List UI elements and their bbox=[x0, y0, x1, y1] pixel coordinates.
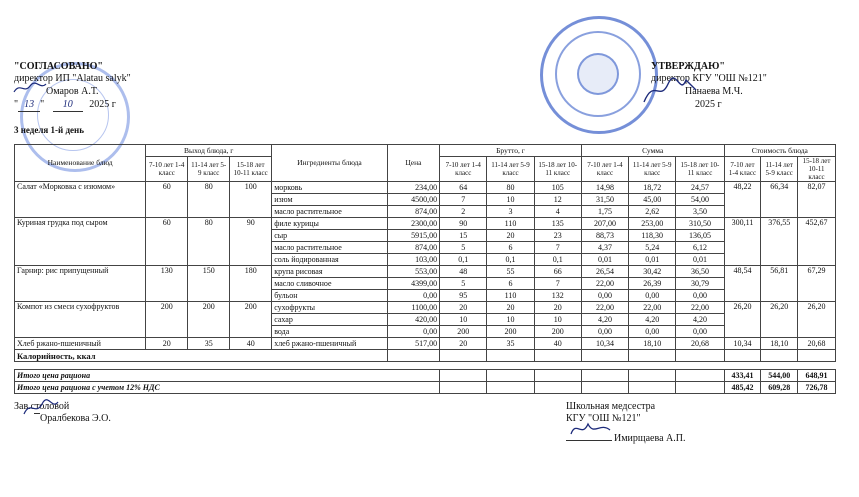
table-row: масло растительное 874,00 2 3 4 1,75 2,62 3,50 bbox=[15, 206, 836, 218]
th-g2: 11-14 лет 5-9 класс bbox=[761, 157, 798, 182]
th-g3: 15-18 лет 10-11 класс bbox=[676, 157, 724, 182]
agreed-role: директор ИП "Alatau salyk" bbox=[14, 73, 131, 84]
th-g3: 15-18 лет 10-11 класс bbox=[534, 157, 581, 182]
dish-name: Гарнир: рис припущенный bbox=[15, 266, 146, 302]
footer-right-signature bbox=[568, 418, 612, 440]
th-g3: 15-18 лет 10-11 класс bbox=[798, 157, 836, 182]
footer-right-org: КГУ "ОШ №121" bbox=[566, 413, 641, 424]
dish-name: Куриная грудка под сыром bbox=[15, 218, 146, 266]
spacer-row bbox=[15, 362, 836, 370]
total-vat-label: Итого цена рациона с учетом 12% НДС bbox=[15, 382, 440, 394]
table-row: вода 0,00 200 200 200 0,00 0,00 0,00 bbox=[15, 326, 836, 338]
approve-date: 2025 г bbox=[695, 99, 722, 110]
dish-name: Хлеб ржано-пшеничный bbox=[15, 338, 146, 350]
table-row: Компот из смеси сухофруктов 200 200 200 сухофрукты 1100,00 20 20 20 22,00 22,00 22,00 26,20 26,20 26,20 bbox=[15, 302, 836, 314]
approve-role: директор КГУ "ОШ №121" bbox=[651, 73, 767, 84]
footer-right-role: Школьная медсестра bbox=[566, 401, 656, 412]
agreed-name: Омаров А.Т. bbox=[46, 86, 99, 97]
th-g1: 7-10 лет 1-4 класс bbox=[581, 157, 628, 182]
footer-left-name: Оралбекова Э.О. bbox=[40, 413, 111, 424]
th-g1: 7-10 лет 1-4 класс bbox=[440, 157, 487, 182]
left-signature bbox=[12, 80, 48, 96]
week-label: 3 неделя 1-й день bbox=[14, 125, 84, 135]
agreed-title: "СОГЛАСОВАНО" bbox=[14, 61, 103, 72]
th-cost: Стоимость блюда bbox=[724, 145, 835, 157]
th-g2: 11-14 лет 5-9 класс bbox=[629, 157, 676, 182]
dish-name: Салат «Морковка с изюмом» bbox=[15, 182, 146, 218]
th-g2: 11-14 лет 5-9 класс bbox=[188, 157, 230, 182]
table-row: Куриная грудка под сыром 60 80 90 филе курицы 2300,00 90 110 135 207,00 253,00 310,50 300,11 376,55 452,67 bbox=[15, 218, 836, 230]
table-row: масло сливочное 4399,00 5 6 7 22,00 26,39 30,79 bbox=[15, 278, 836, 290]
th-g1: 7-10 лет 1-4 класс bbox=[146, 157, 188, 182]
th-ingredients: Ингредиенты блюда bbox=[272, 145, 387, 182]
approve-name: Панаева М.Ч. bbox=[685, 86, 743, 97]
th-g1: 7-10 лет 1-4 класс bbox=[724, 157, 761, 182]
table-row: Хлеб ржано-пшеничный 20 35 40 хлеб ржано-пшеничный 517,00 20 35 40 10,34 18,10 20,68 10,34 18,10 20,68 bbox=[15, 338, 836, 350]
th-g3: 15-18 лет 10-11 класс bbox=[230, 157, 272, 182]
approve-title: УТВЕРЖДАЮ" bbox=[651, 61, 725, 72]
total-vat-row: Итого цена рациона с учетом 12% НДС 485,42 609,28 726,78 bbox=[15, 382, 836, 394]
table-row: изюм 4500,00 7 10 12 31,50 45,00 54,00 bbox=[15, 194, 836, 206]
table-row: бульон 0,00 95 110 132 0,00 0,00 0,00 bbox=[15, 290, 836, 302]
menu-table bbox=[14, 144, 836, 394]
calories-row bbox=[15, 350, 836, 362]
total-label: Итого цена рациона bbox=[15, 370, 440, 382]
table-row: масло растительное 874,00 5 6 7 4,37 5,24 6,12 bbox=[15, 242, 836, 254]
th-g2: 11-14 лет 5-9 класс bbox=[487, 157, 534, 182]
right-signature bbox=[640, 72, 700, 108]
th-yield: Выход блюда, г bbox=[146, 145, 272, 157]
th-sum: Сумма bbox=[581, 145, 724, 157]
table-row: сыр 5915,00 15 20 23 88,73 118,30 136,05 bbox=[15, 230, 836, 242]
header-row-1 bbox=[15, 145, 836, 157]
footer-left-role: Зав.столовой bbox=[14, 401, 70, 412]
total-row: Итого цена рациона 433,41 544,00 648,91 bbox=[15, 370, 836, 382]
th-dish: Наименование блюд bbox=[15, 145, 146, 182]
table-row: сахар 420,00 10 10 10 4,20 4,20 4,20 bbox=[15, 314, 836, 326]
table-row: соль йодированная 103,00 0,1 0,1 0,1 0,01 0,01 0,01 bbox=[15, 254, 836, 266]
dish-name: Компот из смеси сухофруктов bbox=[15, 302, 146, 338]
agreed-date: " 13 " 10 2025 г bbox=[14, 99, 116, 110]
footer-right-name: Имирщаева А.П. bbox=[614, 433, 686, 444]
footer-left-signature bbox=[20, 396, 60, 418]
calories-label: Калорийность, ккал bbox=[15, 350, 388, 362]
table-row: Гарнир: рис припущенный 130 150 180 крупа рисовая 553,00 48 55 66 26,54 30,42 36,50 48,54 56,81 67,29 bbox=[15, 266, 836, 278]
th-brutto: Брутто, г bbox=[440, 145, 582, 157]
table-row: Салат «Морковка с изюмом» 60 80 100 морковь 234,00 64 80 105 14,98 18,72 24,57 48,22 66,34 82,07 bbox=[15, 182, 836, 194]
th-price: Цена bbox=[387, 145, 439, 182]
